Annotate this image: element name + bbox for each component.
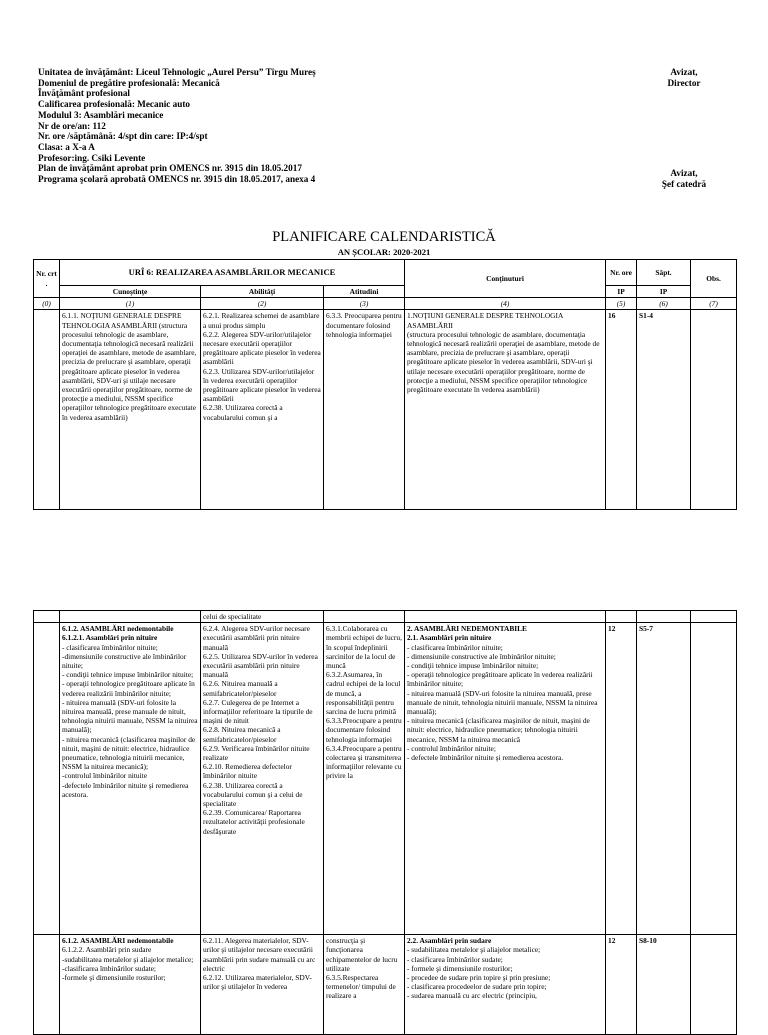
- row3-continuturi: 2.2. Asamblări prin sudare - sudabilitatea metalelor şi aliajelor metalice; - clasificarea îmbinărilor sudate; - formele şi dimensiunile rosturilor; - procedee de sudare prin topire şi prin presiune; - clasificarea procedeelor de sudare prin topire; - sudarea manuală cu arc electric (principiu,: [405, 935, 606, 1035]
- row2-continuturi: 2. ASAMBLĂRI NEDEMONTABILE 2.1. Asamblări prin nituire - clasificarea îmbinărilor nituite; - dimensiunile constructive ale îmbinărilor nituite; - condiţii tehnice impuse îmbinărilor nituite; - operaţii tehnologice pregătitoare aplicate în vederea realizării îmbinărilor nituite; - nituirea manuală (SDV-uri folosite la nituirea manuală, prese manuale de nituit, tehnologia nituirii manuale, NSSM la nituirea manuală); - nituirea mecanică (clasificarea maşinilor de nituit, maşini de nituit: electrice, hidraulice pneumatice; tehnologia nituirii mecanice, NSSM la nituirea mecanică - controlul îmbinărilor nituite; - defectele îmbinărilor nituite şi remedierea acestora.: [405, 623, 606, 935]
- header-sapt: Săpt.: [637, 260, 691, 286]
- header-cunostinte: Cunoştinţe: [60, 286, 201, 298]
- header-nr-crt: Nr. crt .: [34, 260, 60, 298]
- header-continuturi: Conţinuturi: [405, 260, 606, 298]
- page-subtitle: AN ȘCOLAR: 2020-2021: [337, 247, 431, 257]
- header-abilitati: Abilităţi: [201, 286, 324, 298]
- row3-atitudini: construcţia şi funcţionarea echipamentelor de lucru utilizate 6.3.5.Respectarea termenelor/ timpului de realizare a: [324, 935, 405, 1035]
- header-line-ore-an: Nr de ore/an: 112: [38, 120, 106, 131]
- planning-table-page-2: [33, 610, 737, 1035]
- header-obs: Obs.: [691, 260, 737, 298]
- header-line-clasa: Clasa: a X-a A: [38, 141, 95, 152]
- row-cont-abilitati: celui de specialitate: [201, 611, 324, 623]
- header-line-plan: Plan de învăţământ aprobat prin OMENCS nr. 3915 din 18.05.2017: [38, 163, 302, 174]
- header-line-domeniu: Domeniul de pregătire profesională: Mecanică: [38, 77, 220, 88]
- header-line-unitate: Unitatea de învăţământ: Liceul Tehnologic „Aurel Persu” Tîrgu Mureș: [38, 67, 316, 77]
- planning-table-page-1: [33, 259, 737, 510]
- row2-ore: 12: [606, 623, 637, 935]
- row3-ore: 12: [606, 935, 637, 1035]
- header-line-ore-saptamana: Nr. ore /săptămână: 4/spt din care: IP:4/spt: [38, 131, 208, 142]
- row2-abilitati: 6.2.4. Alegerea SDV-urilor necesare executării asamblării prin nituire manuală 6.2.5. Utilizarea SDV-urilor în vederea executării asamblării prin nituire manuală 6.2.6. Nituirea manuală a semifabricatelor/pieselor 6.2.7. Culegerea de pe Internet a informaţiilor referitoare la tipurile de maşini de nituit 6.2.8. Nituirea mecanică a semifabricatelor/pieselor 6.2.9. Verificarea îmbinărilor nituite realizate 6.2.10. Remedierea defectelor îmbinărilor nituite 6.2.38. Utilizarea corectă a vocabularului comun şi a celui de specialitate 6.2.39. Comunicarea/ Raportarea rezultatelor activităţii profesionale desfăşurate: [201, 623, 324, 935]
- header-ip-ore: IP: [606, 286, 637, 298]
- header-atitudini: Atitudini: [324, 286, 405, 298]
- row1-ore: 16: [606, 310, 637, 510]
- avizat-sef-catedra: Avizat, Şef catedră: [661, 168, 707, 189]
- header-line-invatamant: Învăţământ profesional: [38, 88, 130, 99]
- row3-sapt: S8-10: [637, 935, 691, 1035]
- header-line-modul: Modulul 3: Asamblări mecanice: [38, 109, 164, 120]
- row1-continuturi: 1.NOŢIUNI GENERALE DESPRE TEHNOLOGIA ASAMBLĂRII (structura procesului tehnologic de asamblare, documentaţia tehnologică necesară realizării operaţiei de asamblare, metode de asamblare, precizia de prelucrare şi asamblare, operaţii pregătitoare aplicate pieselor în vederea asamblării, SDV-uri şi utilaje necesare executării operaţiilor pregătitoare, norme de protecţie a mediului, NSSM specifice operaţiilor tehnologice pregătitoare executate în vederea asamblării): [405, 310, 606, 510]
- index-row: (0) (1) (2) (3) (4) (5) (6) (7): [34, 298, 737, 310]
- avizat-director: Avizat, Director: [667, 67, 701, 88]
- document-header: [38, 67, 728, 185]
- row1-abilitati: 6.2.1. Realizarea schemei de asamblare a unui produs simplu 6.2.2. Alegerea SDV-urilor/utilajelor necesare executării operaţiilor pregătitoare aplicate pieselor în vederea asamblării 6.2.3. Utilizarea SDV-urilor/utilajelor în vederea executării operaţiilor pregătitoare aplicate pieselor în vederea asamblării 6.2.38. Utilizarea corectă a vocabularului comun şi a: [201, 310, 324, 510]
- table-row: [34, 935, 737, 1035]
- row2-sapt: S5-7: [637, 623, 691, 935]
- header-line-calificare: Calificarea profesională: Mecanic auto: [38, 99, 190, 110]
- table-row: [34, 623, 737, 935]
- header-line-programa: Programa şcolară aprobată OMENCS nr. 3915 din 18.05.2017, anexa 4: [38, 174, 316, 185]
- row2-cunostinte: 6.1.2. ASAMBLĂRI nedemontabile 6.1.2.1. Asamblări prin nituire - clasificarea îmbinărilor nituite; -dimensiunile constructive ale îmbinărilor nituite; - condiţii tehnice impuse îmbinărilor nituite; - operaţii tehnologice pregătitoare aplicate în vederea realizării îmbinărilor nituite; - nituirea manuală (SDV-uri folosite la nituirea manuală, prese manuale de nituit, tehnologia nituirii manuale, NSSM la nituirea manuală); - nituirea mecanică (clasificarea maşinilor de nituit, maşini de nituit: electrice, hidraulice pneumatice, tehnologia nituirii mecanice, NSSM la nituirea mecanică); -controlul îmbinărilor nituite -defectele îmbinărilor nituite şi remedierea acestora.: [60, 623, 201, 935]
- row1-cunostinte: 6.1.1. NOŢIUNI GENERALE DESPRE TEHNOLOGIA ASAMBLĂRII (structura procesului tehnologic de asamblare, documentaţia tehnologică necesară realizării operaţiei de asamblare, metode de asamblare, precizia de prelucrare şi asamblare, operaţii pregătitoare aplicate pieselor în vederea asamblării, SDV-uri şi utilaje necesare executării operaţiilor pregătitoare, norme de protecţie a mediului, NSSM specifice operaţiilor tehnologice pregătitoare executate în vederea asamblării): [60, 310, 201, 510]
- row1-atitudini: 6.3.3. Preocuparea pentru documentare folosind tehnologia informaţiei: [324, 310, 405, 510]
- row3-abilitati: 6.2.11. Alegerea materialelor, SDV-urilor şi utilajelor necesare executării asamblării prin sudare manuală cu arc electric 6.2.12. Utilizarea materialelor, SDV-urilor şi utilajelor în vederea: [201, 935, 324, 1035]
- header-ip-sapt: IP: [637, 286, 691, 298]
- table-row: [34, 611, 737, 623]
- header-nr-ore: Nr. ore: [606, 260, 637, 286]
- header-line-profesor: Profesor:ing. Csiki Levente: [38, 152, 146, 163]
- row2-atitudini: 6.3.1.Colaborarea cu membrii echipei de lucru, în scopul îndeplinirii sarcinilor de la locul de muncă 6.3.2.Asumarea, în cadrul echipei de la locul de muncă, a responsabilităţii pentru sarcina de lucru primită 6.3.3.Preocupare a pentru documentare folosind tehnologia informaţiei 6.3.4.Preocupare a pentru colectarea şi transmiterea informaţiilor relevante cu privire la: [324, 623, 405, 935]
- table-row: [34, 310, 737, 510]
- page-title: PLANIFICARE CALENDARISTICĂ: [272, 229, 496, 245]
- row1-sapt: S1-4: [637, 310, 691, 510]
- row3-cunostinte: 6.1.2. ASAMBLĂRI nedemontabile 6.1.2.2. Asamblări prin sudare -sudabilitatea metalelor şi aliajelor metalice; -clasificarea îmbinărilor sudate; -formele şi dimensiunile rosturilor;: [60, 935, 201, 1035]
- header-uri: URÎ 6: REALIZAREA ASAMBLĂRILOR MECANICE: [60, 260, 405, 286]
